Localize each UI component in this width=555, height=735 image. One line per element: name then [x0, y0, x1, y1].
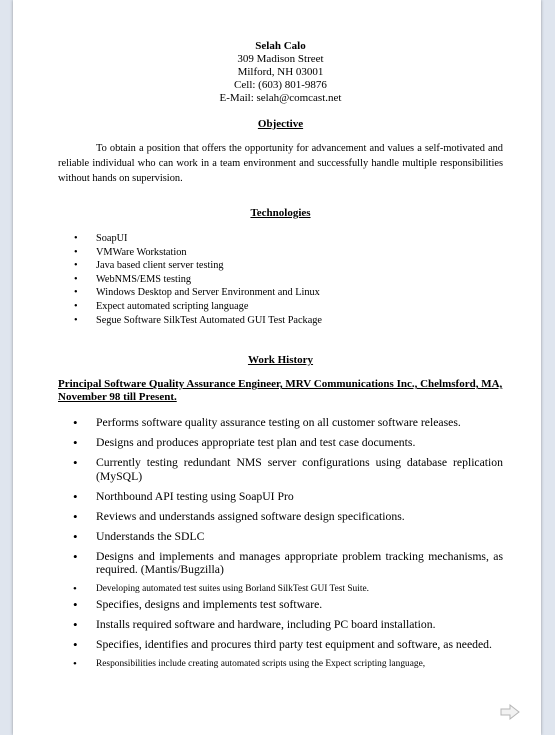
work-history-item: • Understands the SDLC	[58, 530, 503, 544]
work-history-item: • Specifies, designs and implements test software.	[58, 598, 503, 612]
work-history-heading: Work History	[247, 354, 314, 366]
work-history-item: • Specifies, identifies and procures third party test equipment and software, as needed.	[58, 638, 503, 652]
work-history-item: • Installs required software and hardware, including PC board installation.	[58, 618, 503, 632]
work-history-item: • Designs and produces appropriate test plan and test case documents.	[58, 436, 503, 450]
technologies-heading: Technologies	[250, 207, 311, 219]
arrow-right-icon[interactable]	[500, 704, 520, 720]
technology-item: • WebNMS/EMS testing	[58, 273, 322, 287]
technology-item: • Windows Desktop and Server Environment and Linux	[58, 286, 322, 300]
contact-email: E-Mail: selah@comcast.net	[219, 92, 342, 104]
job-title: Principal Software Quality Assurance Engineer, MRV Communications Inc., Chelmsford, MA, November 98 till Present.	[58, 378, 503, 403]
work-history-item: • Currently testing redundant NMS server configurations using database replication (MySQL)	[58, 456, 503, 483]
contact-name: Selah Calo	[255, 40, 306, 52]
work-history-list	[58, 416, 503, 673]
objective-heading: Objective	[257, 118, 304, 130]
work-history-item: • Performs software quality assurance testing on all customer software releases.	[58, 416, 503, 430]
technology-item: • SoapUI	[58, 232, 322, 246]
contact-cell: Cell: (603) 801-9876	[234, 79, 327, 91]
contact-city: Milford, NH 03001	[237, 66, 324, 78]
technology-item: • Java based client server testing	[58, 259, 322, 273]
work-history-item: • Designs and implements and manages appropriate problem tracking mechanisms, as required. (Mantis/Bugzilla)	[58, 550, 503, 577]
work-history-item: • Developing automated test suites using Borland SilkTest GUI Test Suite.	[58, 583, 503, 596]
work-history-item: • Reviews and understands assigned software design specifications.	[58, 510, 503, 524]
work-history-item: • Responsibilities include creating automated scripts using the Expect scripting language,	[58, 658, 503, 671]
contact-street: 309 Madison Street	[237, 53, 324, 65]
technology-item: • Segue Software SilkTest Automated GUI Test Package	[58, 314, 322, 328]
technology-item: • VMWare Workstation	[58, 246, 322, 260]
technologies-list	[58, 232, 322, 327]
objective-text: To obtain a position that offers the opportunity for advancement and values a self-motivated and reliable individual who can work in a team environment and successfully handle multiple responsibilities without hands on supervision.	[58, 143, 503, 184]
resume-page	[13, 0, 541, 735]
work-history-item: • Northbound API testing using SoapUI Pro	[58, 490, 503, 504]
technology-item: • Expect automated scripting language	[58, 300, 322, 314]
